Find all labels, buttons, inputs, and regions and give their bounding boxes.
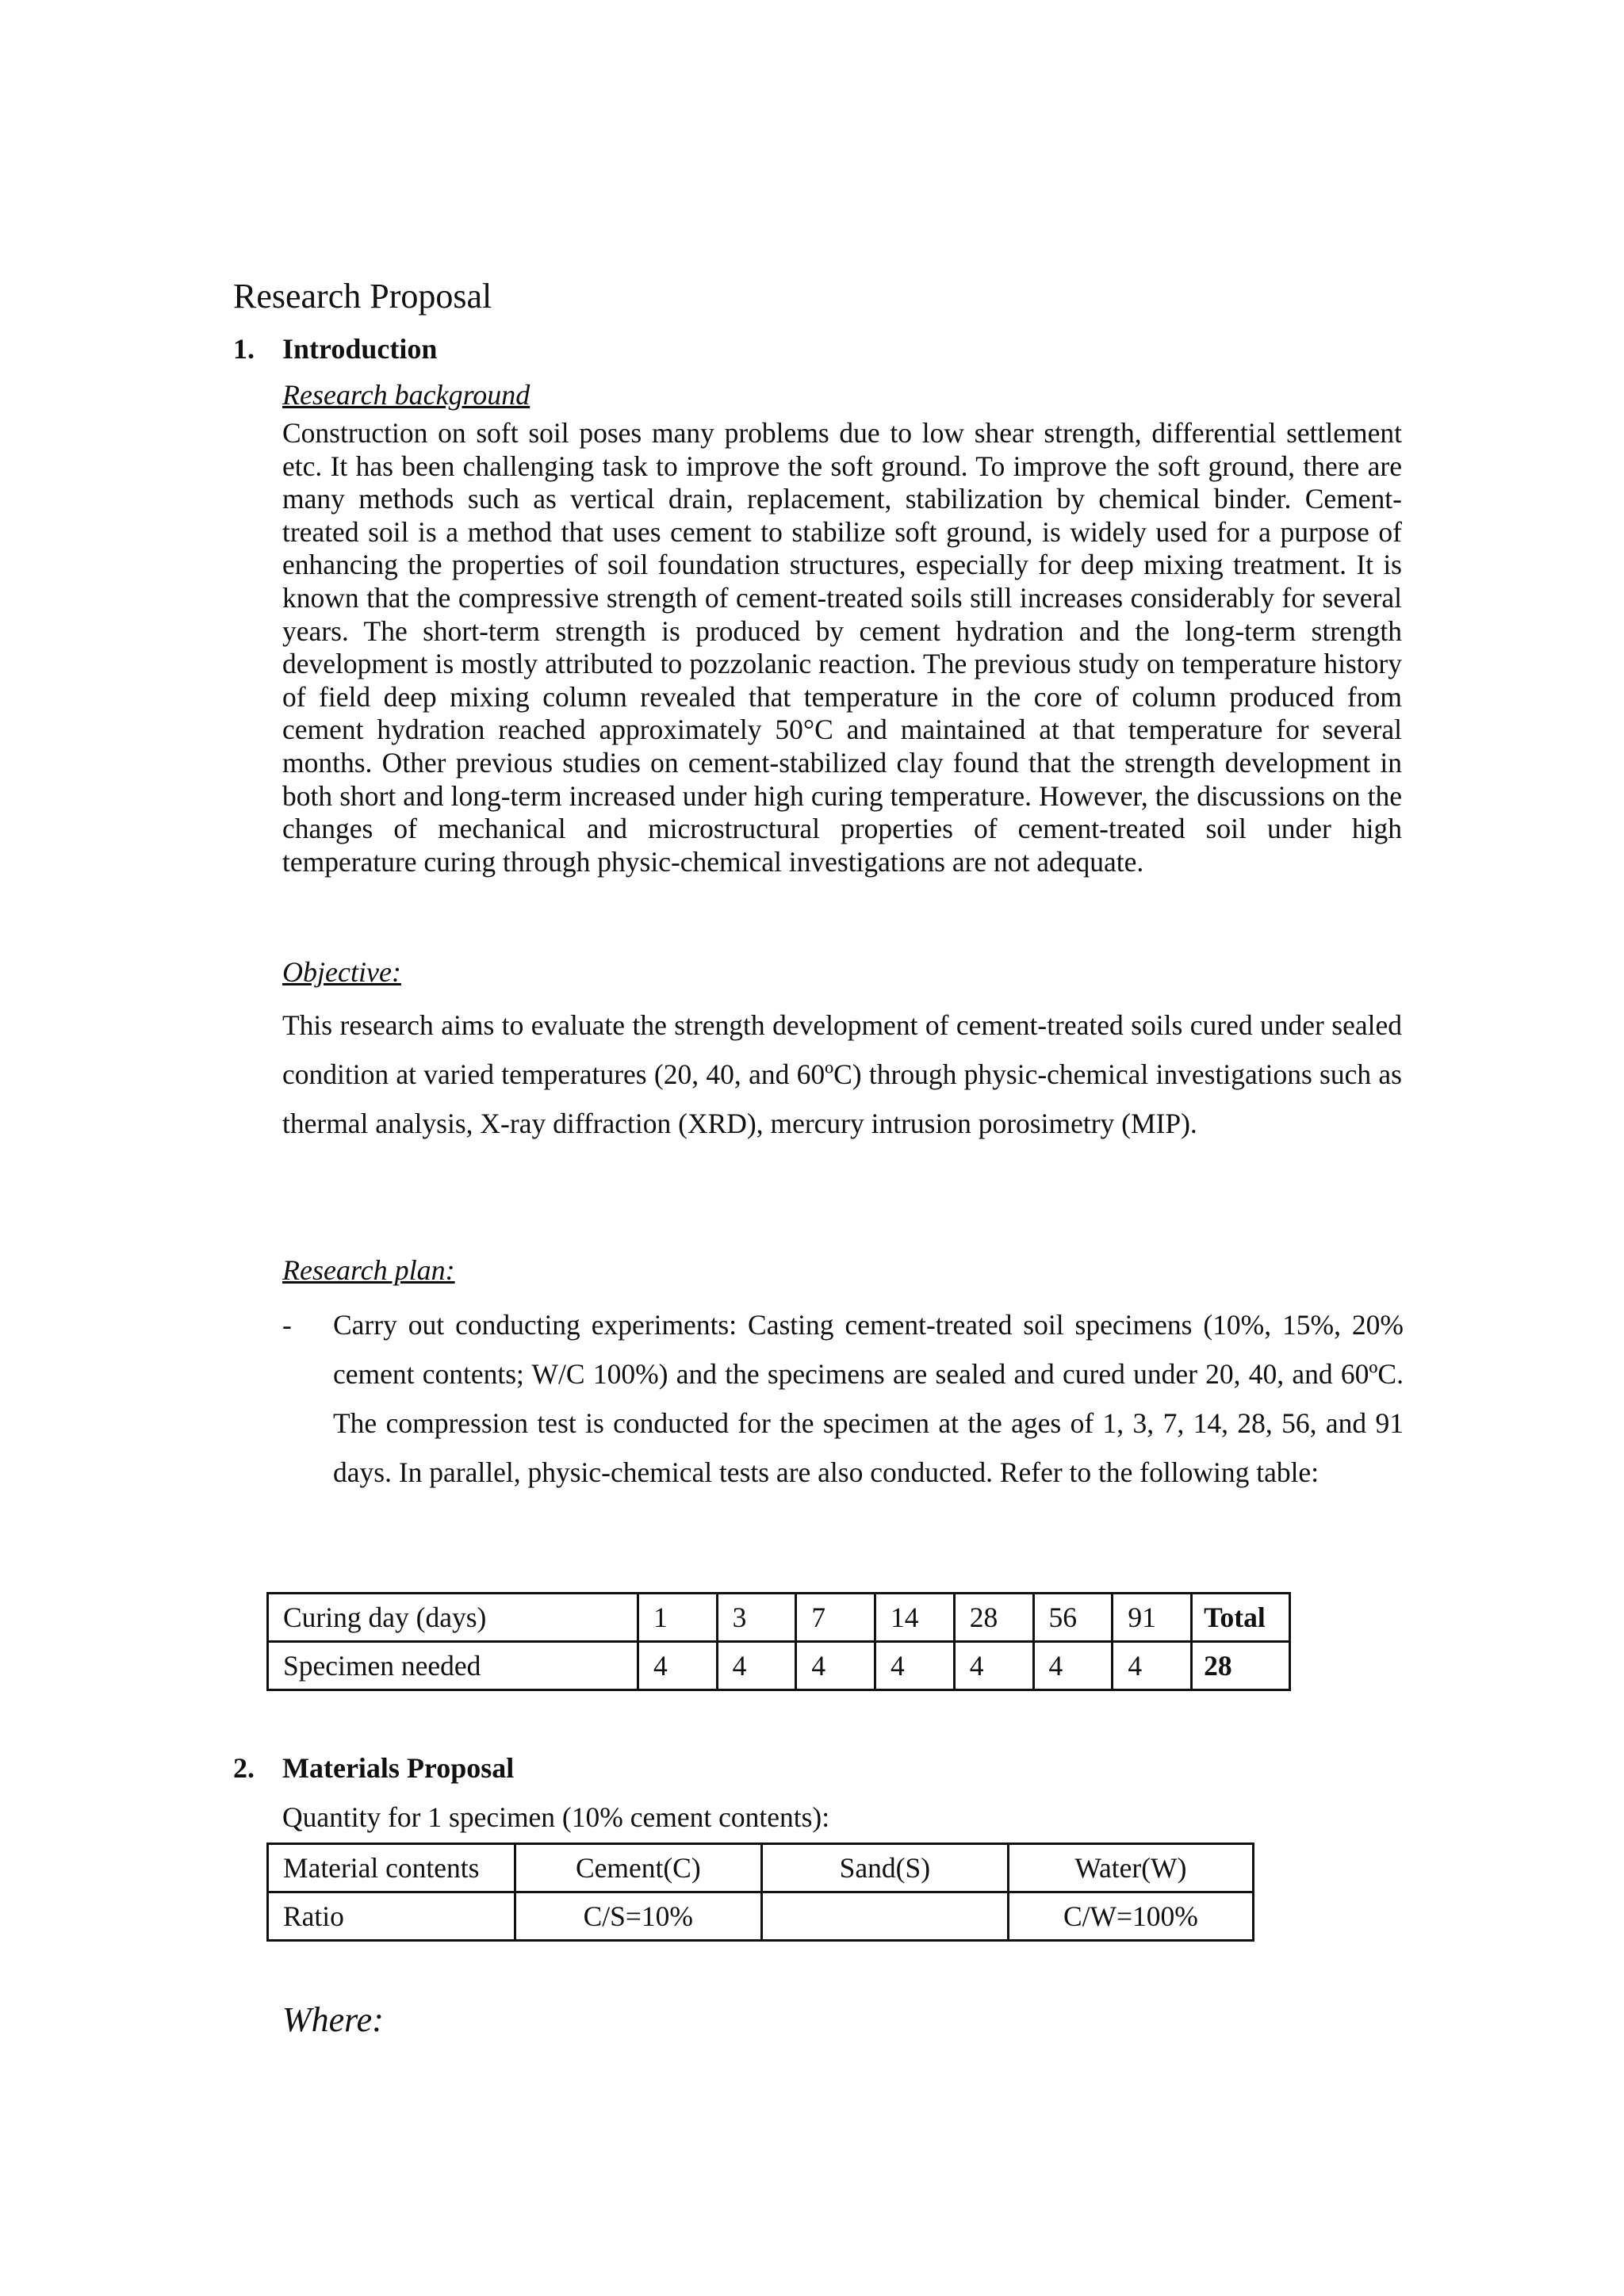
- table-cell: 4: [875, 1642, 955, 1690]
- research-plan-heading: Research plan:: [282, 1254, 455, 1286]
- objective-heading: Objective:: [282, 956, 401, 988]
- section-title: Materials Proposal: [282, 1752, 515, 1784]
- table-cell: 4: [796, 1642, 875, 1690]
- table-row: [268, 1594, 1290, 1642]
- table-header: Sand(S): [761, 1844, 1008, 1892]
- where-label: Where:: [282, 2000, 384, 2039]
- table-cell: 1: [638, 1594, 718, 1642]
- total-value: 28: [1192, 1642, 1290, 1690]
- section-heading-materials: [233, 1749, 514, 1787]
- curing-schedule-table: [266, 1592, 1291, 1691]
- research-plan-paragraph: Carry out conducting experiments: Casting cement-treated soil specimens (10%, 15%, 20% cement contents; W/C 100%) and the specimens are sealed and cured under 20, 40, and 60ºC. The compression test is conducted for the specimen at the ages of 1, 3, 7, 14, 28, 56, and 91 days. In parallel, physic-chemical tests are also conducted. Refer to the following table:: [333, 1309, 1404, 1488]
- section-title: Introduction: [282, 333, 438, 365]
- section-heading-introduction: [233, 330, 437, 368]
- table-cell: C/W=100%: [1008, 1892, 1253, 1941]
- table-cell: [761, 1892, 1008, 1941]
- specimen-needed-label: Specimen needed: [268, 1642, 638, 1690]
- table-cell: 4: [638, 1642, 718, 1690]
- table-cell: 4: [1033, 1642, 1113, 1690]
- document-title: Research Proposal: [233, 277, 492, 316]
- table-cell: 28: [954, 1594, 1033, 1642]
- table-row: [268, 1642, 1290, 1690]
- table-cell: Ratio: [268, 1892, 515, 1941]
- total-label: Total: [1192, 1594, 1290, 1642]
- plan-bullet: -: [282, 1309, 292, 1341]
- research-background-heading: Research background: [282, 379, 530, 411]
- table-cell: 56: [1033, 1594, 1113, 1642]
- table-header: Cement(C): [515, 1844, 761, 1892]
- objective-paragraph: This research aims to evaluate the strength development of cement-treated soils cured under sealed condition at varied temperatures (20, 40, and 60ºC) through physic-chemical investigations such as thermal analysis, X-ray diffraction (XRD), mercury intrusion porosimetry (MIP).: [282, 1009, 1402, 1139]
- section-number: 2.: [233, 1752, 255, 1784]
- table-cell: 7: [796, 1594, 875, 1642]
- table-cell: 4: [717, 1642, 796, 1690]
- materials-ratio-table: [266, 1843, 1254, 1942]
- materials-subtext: Quantity for 1 specimen (10% cement contents):: [282, 1801, 830, 1833]
- curing-day-label: Curing day (days): [268, 1594, 638, 1642]
- table-header: Material contents: [268, 1844, 515, 1892]
- section-number: 1.: [233, 333, 255, 365]
- table-cell: 91: [1113, 1594, 1192, 1642]
- table-row: [268, 1844, 1254, 1892]
- table-cell: 4: [1113, 1642, 1192, 1690]
- table-cell: 14: [875, 1594, 955, 1642]
- table-row: [268, 1892, 1254, 1941]
- table-cell: 4: [954, 1642, 1033, 1690]
- table-header: Water(W): [1008, 1844, 1253, 1892]
- research-background-paragraph: Construction on soft soil poses many problems due to low shear strength, differential settlement etc. It has been challenging task to improve the soft ground. To improve the soft ground, there are many methods such as vertical drain, replacement, stabilization by chemical binder. Cement-treated soil is a method that uses cement to stabilize soft ground, is widely used for a purpose of enhancing the properties of soil foundation structures, especially for deep mixing treatment. It is known that the compressive strength of cement-treated soils still increases considerably for several years. The short-term strength is produced by cement hydration and the long-term strength development is mostly attributed to pozzolanic reaction. The previous study on temperature history of field deep mixing column revealed that temperature in the core of column produced from cement hydration reached approximately 50°C and maintained at that temperature for several months. Other previous studies on cement-stabilized clay found that the strength development in both short and long-term increased under high curing temperature. However, the discussions on the changes of mechanical and microstructural properties of cement-treated soil under high temperature curing through physic-chemical investigations are not adequate.: [282, 417, 1402, 878]
- table-cell: 3: [717, 1594, 796, 1642]
- table-cell: C/S=10%: [515, 1892, 761, 1941]
